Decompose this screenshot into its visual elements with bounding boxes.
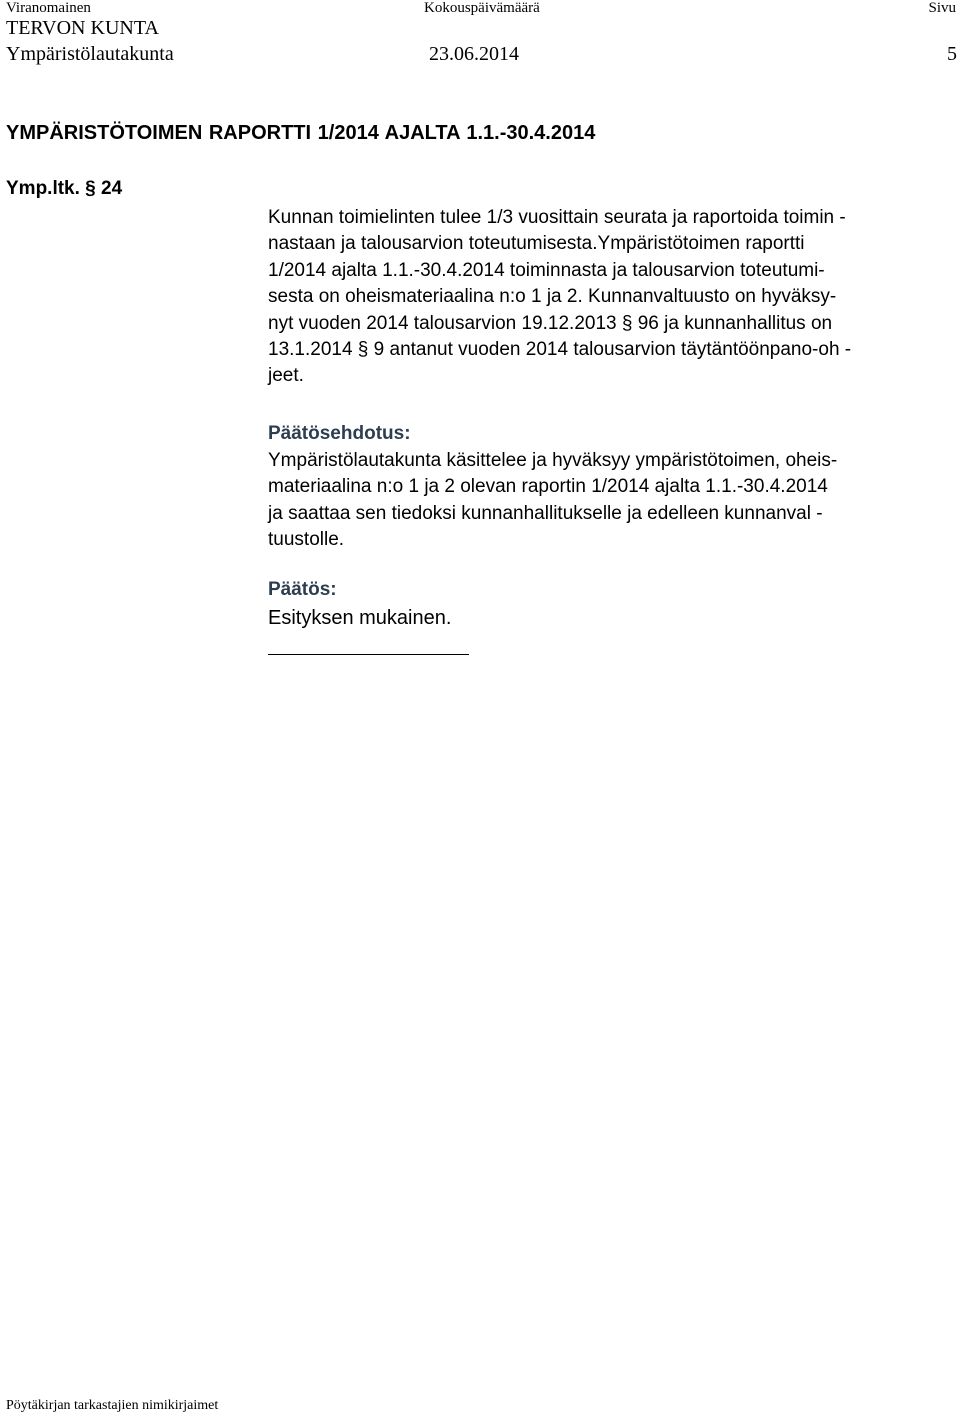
proposal-line: ja saattaa sen tiedoksi kunnanhallitukselle ja edelleen kunnanval - — [268, 502, 823, 524]
intro-paragraph — [268, 205, 851, 390]
proposal-line: Ympäristölautakunta käsittelee ja hyväksyy ympäristötoimen, oheis- — [268, 450, 838, 471]
intro-line: Kunnan toimielinten tulee 1/3 vuosittain seurata ja raportoida toimin - — [268, 207, 846, 228]
intro-line: sesta on oheismateriaalina n:o 1 ja 2. Kunnanvaltuusto on hyväksy- — [268, 286, 837, 308]
header-label-official: Viranomainen — [6, 0, 91, 16]
end-rule — [268, 654, 469, 655]
proposal-line: materiaalina n:o 1 ja 2 olevan raportin 1/2014 ajalta 1.1.-30.4.2014 — [268, 476, 828, 498]
header-label-meeting-date: Kokouspäivämäärä — [424, 0, 540, 16]
header-organization: TERVON KUNTA — [6, 17, 159, 39]
decision-text: Esityksen mukainen. — [268, 607, 452, 629]
document-title: YMPÄRISTÖTOIMEN RAPORTTI 1/2014 AJALTA 1.1.-30.4.2014 — [6, 122, 596, 144]
proposal-line: tuustolle. — [268, 529, 345, 551]
intro-line: jeet. — [268, 365, 304, 387]
header-board: Ympäristölautakunta — [6, 43, 174, 65]
header-date: 23.06.2014 — [429, 43, 519, 65]
header-page-number: 5 — [947, 43, 957, 65]
proposal-paragraph — [268, 448, 837, 554]
header-label-page: Sivu — [928, 0, 956, 16]
decision-heading: Päätös: — [268, 579, 337, 600]
intro-line: nastaan ja talousarvion toteutumisesta.Ympäristötoimen raportti — [268, 233, 805, 255]
intro-line: 1/2014 ajalta 1.1.-30.4.2014 toiminnasta ja talousarvion toteutumi- — [268, 259, 825, 281]
footer-initials-label: Pöytäkirjan tarkastajien nimikirjaimet — [6, 1398, 219, 1413]
intro-line: 13.1.2014 § 9 antanut vuoden 2014 talousarvion täytäntöönpano-oh - — [268, 339, 852, 361]
proposal-heading: Päätösehdotus: — [268, 423, 411, 444]
section-reference: Ymp.ltk. § 24 — [6, 178, 123, 199]
intro-line: nyt vuoden 2014 talousarvion 19.12.2013 § 96 ja kunnanhallitus on — [268, 312, 833, 334]
